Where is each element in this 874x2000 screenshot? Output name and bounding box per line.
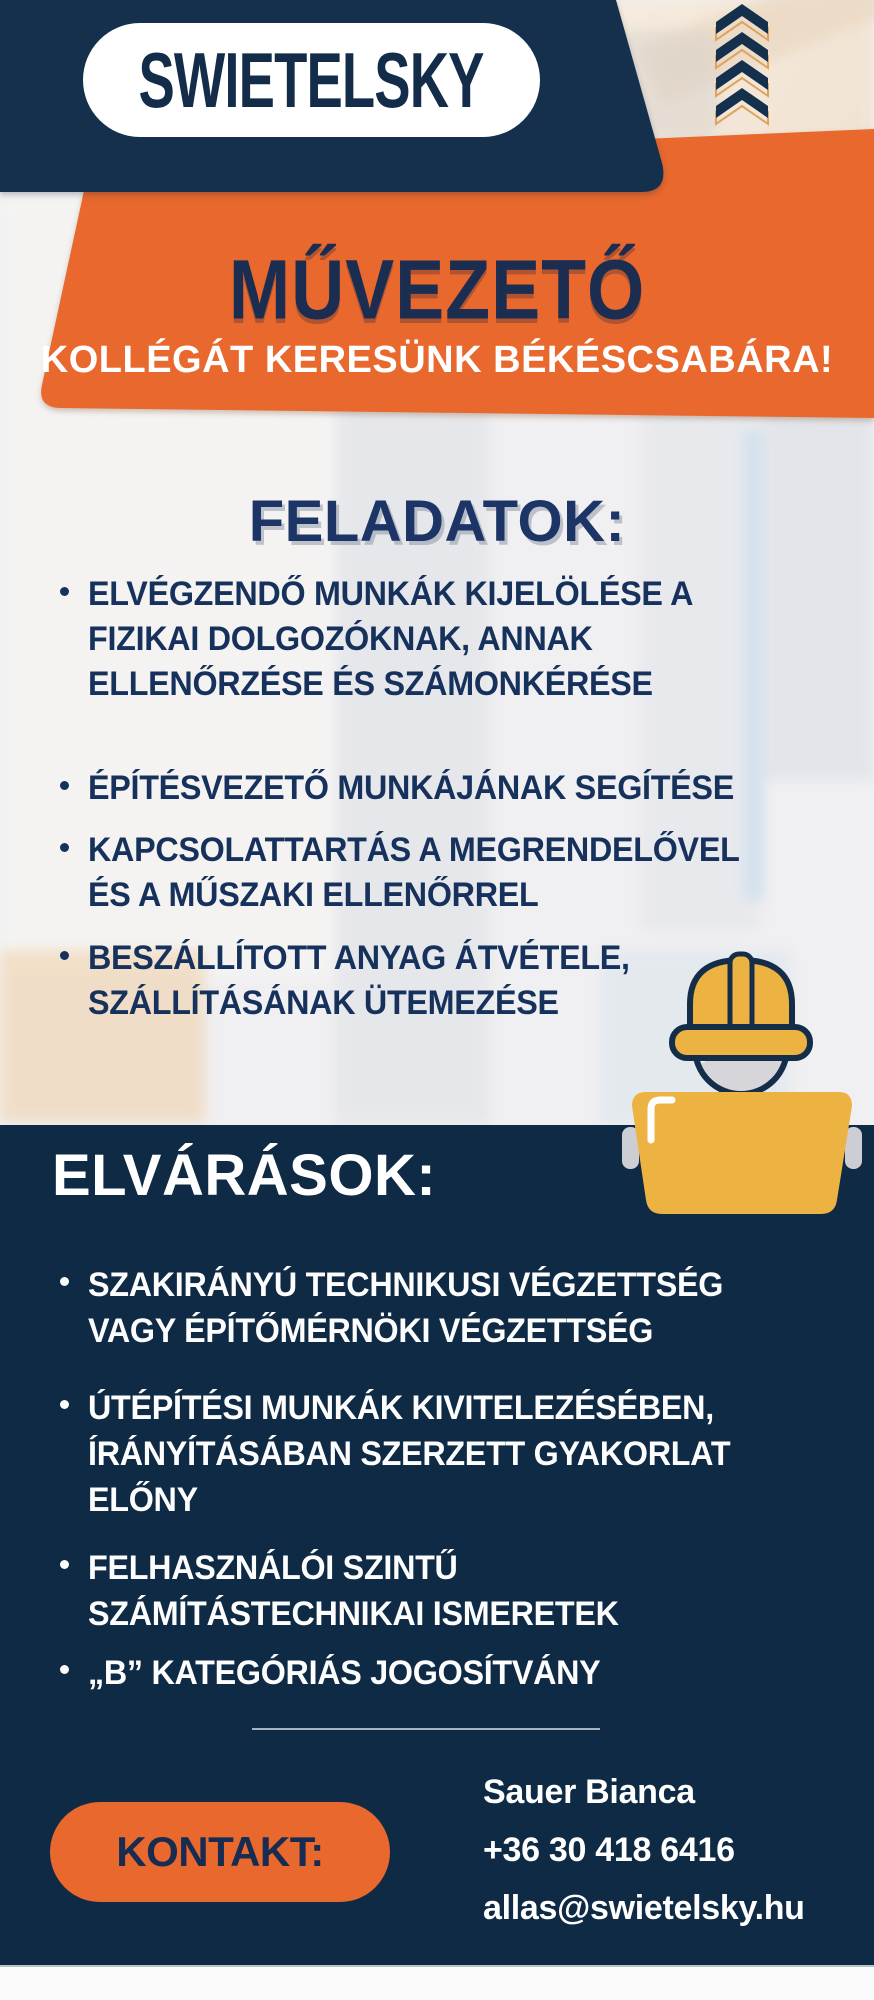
list-line: „B” KATEGÓRIÁS JOGOSÍTVÁNY xyxy=(88,1654,601,1692)
list-line: VAGY ÉPÍTŐMÉRNÖKI VÉGZETTSÉG xyxy=(88,1312,654,1350)
list-item-text xyxy=(88,1385,764,1523)
bullet-icon xyxy=(60,951,69,960)
photo-scaffold-column xyxy=(762,400,874,780)
bullet-icon xyxy=(60,781,69,790)
tasks-heading: FELADATOK: xyxy=(248,489,626,554)
list-item xyxy=(60,572,725,707)
swietelsky-logo xyxy=(83,23,540,137)
kontakt-button-label: KONTAKT: xyxy=(116,1828,324,1875)
list-item xyxy=(60,1650,627,1696)
list-line: KAPCSOLATTARTÁS A MEGRENDELŐVEL xyxy=(88,831,740,869)
bullet-icon xyxy=(60,843,69,852)
list-item xyxy=(60,1262,757,1354)
list-line: ÉPÍTÉSVEZETŐ MUNKÁJÁNAK SEGÍTÉSE xyxy=(88,769,734,807)
list-item-text xyxy=(88,1545,647,1637)
list-item xyxy=(60,936,658,1026)
list-item-text xyxy=(88,828,774,918)
list-item-text xyxy=(88,1650,627,1696)
list-line: FELHASZNÁLÓI SZINTŰ xyxy=(88,1549,458,1587)
list-item xyxy=(60,828,774,918)
list-line: ÚTÉPÍTÉSI MUNKÁK KIVITELEZÉSÉBEN, xyxy=(88,1389,714,1427)
list-line: SZAKIRÁNYÚ TECHNIKUSI VÉGZETTSÉG xyxy=(88,1266,724,1304)
list-item-text xyxy=(88,936,658,1026)
list-item-text xyxy=(88,766,768,811)
list-item xyxy=(60,766,768,811)
bullet-icon xyxy=(60,1400,69,1409)
job-subtitle: KOLLÉGÁT KERESÜNK BÉKÉSCSABÁRA! xyxy=(40,339,834,381)
list-item-text xyxy=(88,572,725,707)
job-title: MŰVEZETŐ xyxy=(228,242,646,337)
contact-info xyxy=(483,1774,805,1926)
list-line: ELLENŐRZÉSE ÉS SZÁMONKÉRÉSE xyxy=(88,665,653,703)
list-item-text xyxy=(88,1262,757,1354)
bullet-icon xyxy=(60,1277,69,1286)
list-line: ELŐNY xyxy=(88,1481,198,1519)
list-line: ÉS A MŰSZAKI ELLENŐRREL xyxy=(88,876,539,914)
list-line: FIZIKAI DOLGOZÓKNAK, ANNAK xyxy=(88,620,593,658)
bullet-icon xyxy=(60,1665,69,1674)
kontakt-button[interactable] xyxy=(50,1802,390,1902)
list-line: SZÁMÍTÁSTECHNIKAI ISMERETEK xyxy=(88,1595,619,1633)
list-item xyxy=(60,1545,647,1637)
logo-text: SWIETELSKY xyxy=(138,36,485,124)
contact-name: Sauer Bianca xyxy=(483,1773,695,1811)
divider xyxy=(252,1728,600,1730)
bullet-icon xyxy=(60,1560,69,1569)
requirements-section xyxy=(0,1125,874,1965)
contact-phone: +36 30 418 6416 xyxy=(483,1831,735,1869)
list-item xyxy=(60,1385,764,1523)
bottom-strip xyxy=(0,1965,874,2000)
list-line: BESZÁLLÍTOTT ANYAG ÁTVÉTELE, xyxy=(88,939,630,977)
list-line: ELVÉGZENDŐ MUNKÁK KIJELÖLÉSE A xyxy=(88,575,694,613)
bullet-icon xyxy=(60,587,69,596)
requirements-heading: ELVÁRÁSOK: xyxy=(52,1143,437,1208)
contact-email[interactable]: allas@swietelsky.hu xyxy=(483,1889,805,1927)
list-line: ÍRÁNYÍTÁSÁBAN SZERZETT GYAKORLAT xyxy=(88,1435,731,1473)
list-line: SZÁLLÍTÁSÁNAK ÜTEMEZÉSE xyxy=(88,984,559,1022)
